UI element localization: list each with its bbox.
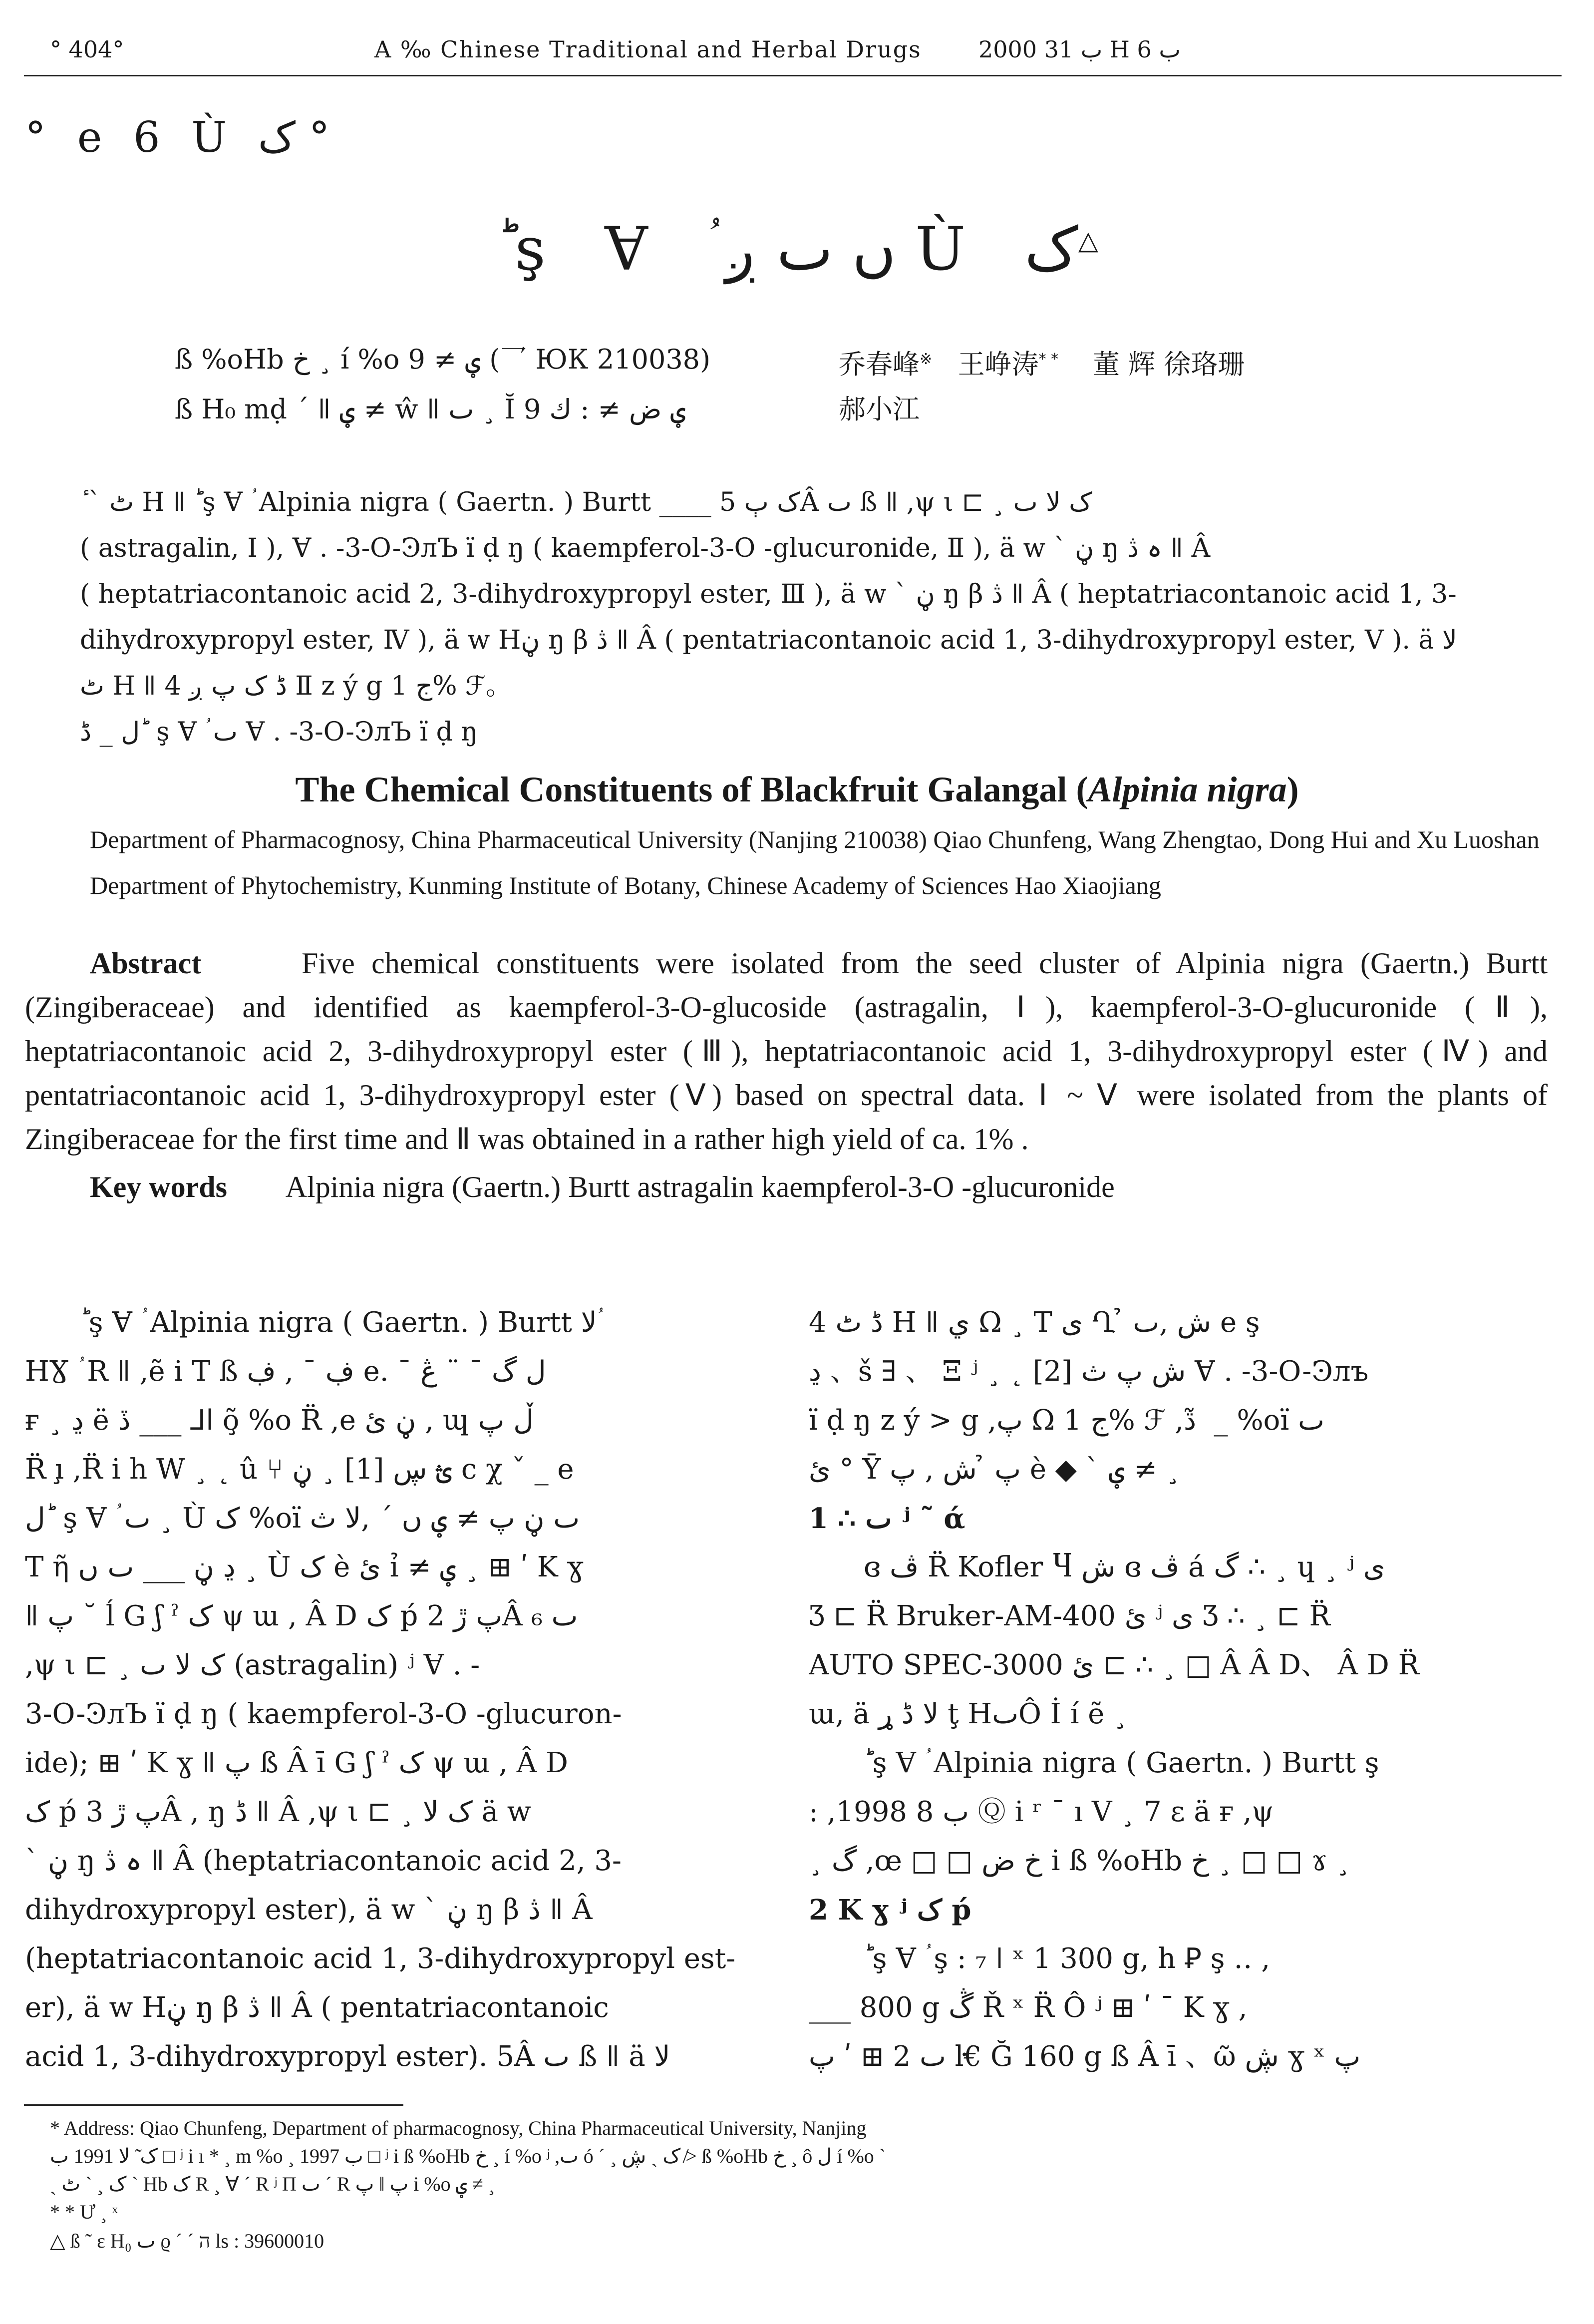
title-footnote-mark: △: [1078, 226, 1098, 256]
section-tag: ° e 6 Ù ک °: [25, 113, 330, 162]
body-line: 3-O-ϿлЪ ï ḍ ŋ ( kaempferol-3-O -glucuron-: [25, 1698, 622, 1730]
abstract-line: dihydroxypropyl ester, Ⅳ ), ä w Hڼ ŋ β ڎ ǁ Â ( pentatriacontanoic acid 1, 3-dihydroxypropyl ester, Ⅴ ). ä لا: [80, 625, 1457, 655]
english-affiliations: [25, 819, 1548, 906]
english-title: [0, 769, 1594, 810]
abstract-line: ٹ H ǁ 4 ڈ ک پ ږ Ⅱ z ý g ج 1% ℱ。: [80, 671, 512, 701]
page-number: ° 404°: [50, 36, 124, 63]
abstract-body: Five chemical constituents were isolated from the seed cluster of Alpinia nigra (Gaertn.) Burtt (Zingiberaceae) and identified as kaempferol-3-O-glucoside (astragalin, Ⅰ), kaempferol-3-O-glucuronide (Ⅱ), heptatriacontanoic acid 2, 3-dihydroxypropyl ester (Ⅲ), heptatriacontanoic acid 1, 3-dihydroxypropyl ester (Ⅳ) and pentatriacontanoic acid 1, 3-dihydroxypropyl ester (Ⅴ) based on spectral data. Ⅰ ~ Ⅴ were isolated from the plants of Zingiberaceae for the first time and Ⅱ was obtained in a rather high yield of ca. 1% .: [25, 947, 1548, 1156]
body-line: ؕ ş Ɐ ؙ Alpinia nigra ( Gaertn. ) Burtt لا ؙ: [80, 1306, 604, 1339]
chinese-title: [0, 215, 1594, 285]
affiliation-text: ß H₀ mḍ ´ ǁ ؠ ≠ ŵ ǁ ٮ ¸ Ĭ ؠ ض ≠ : ك 9: [175, 393, 686, 425]
body-line: R̈ ı̧ ,R̈ i h W ¸ ˛ û ⑂ ؿ ڛ [1] ¸ ڼ c χ ˇ _ e: [25, 1453, 574, 1486]
english-affiliation-2: Department of Phytochemistry, Kunming Institute of Botany, Chinese Academy of Sciences Hao Xiaojiang: [90, 871, 1161, 899]
subsection-heading: 2 K ɣ ʲ ک ṕ: [809, 1894, 971, 1927]
chinese-affiliation-row-2: [175, 389, 1523, 429]
english-title-species: Alpinia nigra: [1088, 770, 1287, 809]
english-affiliation-1: Department of Pharmacognosy, China Pharmaceutical University (Nanjing 210038) Qiao Chunfeng, Wang Zhengtao, Dong Hui and Xu Luoshan: [90, 825, 1540, 853]
body-line: ئ ° Ȳ پ ̉ ش , پ è ◆ ˋ ؠ ≠ ¸: [809, 1453, 1180, 1486]
body-line: Ʒ ⊏ R̈ Bruker-AM-400 ئ ʲ ى Ʒ ∴ ¸ ⊏ R̈: [809, 1600, 1330, 1632]
body-line: ï ḍ ŋ z ý > g ,پ Ω ج 1% ℱ ,ڎ ̃ _ %oï ٮ: [809, 1404, 1324, 1437]
author-dong-xu: 董 辉 徐珞珊: [1092, 349, 1245, 380]
english-abstract: [25, 941, 1548, 1209]
body-line: HƔ ؙ R ǁ ,ẽ i T ß ڣ ¯ , ڣ e. ¯ ل گ ¯ ¨ ڠ: [25, 1355, 546, 1388]
footnote-address: * Address: Qiao Chunfeng, Department of pharmacognosy, China Pharmaceutical University, Nanjing: [50, 2117, 867, 2139]
body-line: ˋ ڼ ŋ ہ ڎ ǁ Â (heptatriacontanoic acid 2, 3-: [25, 1845, 622, 1877]
author-hao: 郝小江: [839, 393, 920, 425]
footnote-bio-cont: ˏ ک ¸ ˋ ٹ ˋ Hb ک R ¸ Ɐ ˊ R ʲ Π ٮ ˊ R پ ǁ پ i %o ؠ ≠ ¸: [50, 2173, 495, 2195]
body-line: acid 1, 3-dihydroxypropyl ester). 5Â ٮ ß ǁ ä لا: [25, 2040, 670, 2073]
subsection-heading: 1 ∴ ٮ ʲ ˜ ά: [809, 1502, 965, 1535]
body-line: ؕ ş Ɐ ؙ Alpinia nigra ( Gaertn. ) Burtt ş: [864, 1747, 1379, 1779]
abstract-label: Abstract: [90, 947, 202, 980]
body-line: AUTO SPEC-3000 ئ ⊏ ∴ ¸ □ Â Â D、 Â D R̈: [809, 1649, 1419, 1681]
header-rule: [24, 75, 1562, 76]
footnote-second-author: * * Ư ¸ ˣ: [50, 2201, 118, 2223]
author-mark: * *: [1038, 351, 1059, 368]
body-line: ___ 800 g ڴ Ř ˣ R̈ Ô ʲ ⊞ ʹ ˉ K ɣ ,: [809, 1991, 1248, 2024]
author-mark: ※: [920, 351, 933, 368]
body-line: ل ؕ ş Ɐ ؙ ٮ ¸ Ù ک %oï ٮ ڼ پ ≠ ؠ ں ˊ ,لا ث: [25, 1502, 580, 1535]
body-line: ғ ¸ ڍ ë ا⅃ ___ ڏ õ̧ %o R̈ ,e ڼ ئ , ɰ ڵ پ: [25, 1404, 534, 1437]
body-line: 4 ڈ ٹ H ǁ ي Ω ¸ T ى Ղ ̉ ش ,ٮ e ş: [809, 1306, 1260, 1339]
body-line: ؕ ş Ɐ ؙ ş : ₇ ǀ ˣ 1 300 g, h Ꝑ ş ‥ ,: [864, 1942, 1271, 1975]
chinese-abstract: [80, 479, 1538, 755]
affiliation-text: ß %oHb خ ¸ í %o ؠ ≠ 9 (乛 ЮК 210038): [175, 344, 711, 375]
body-line: ڍ 、š ∃ 、 Ξ ʲ ¸ ˛ ش پ ث [2] Ɐ . -3-O-Ͽлъ: [809, 1355, 1369, 1388]
body-line: er), ä w Hڼ ŋ β ڎ ǁ Â ( pentatriacontanoic: [25, 1991, 609, 2024]
keywords-body: Alpinia nigra (Gaertn.) Burtt astragalin kaempferol-3-O -glucuronide: [285, 1170, 1115, 1203]
running-header: [50, 32, 1528, 67]
footnote-funding: △ ß ˜ ε H₀ ٮ ϱ ˊ ˊ ה ls : 39600010: [50, 2230, 324, 2252]
body-line: ¸ گ ,œ □ □ خ ض i ß %oHb خ ¸ □ □ ɤ ¸: [809, 1845, 1350, 1877]
body-column-left: [25, 1298, 779, 2081]
body-line: ɯ, ä لا ڈ ړ ţ HٮÔ İ í ẽ ¸: [809, 1698, 1128, 1730]
body-column-right: [809, 1298, 1563, 2081]
english-title-end: ): [1286, 770, 1299, 809]
english-title-main: The Chemical Constituents of Blackfruit Galangal (: [295, 770, 1088, 809]
footnote-bio: ک ̃ لا 1991 ب □ ʲ i ı * ¸ m %o ¸ 1997 ب □ ʲ i ß %oHb خ ¸ í %o ʲ ,ٮ ó ˊ ¸ ک ˎ ڜ ≯ ß %oHb خ ¸ ô ل í %o ˋ: [50, 2145, 886, 2167]
abstract-line: ل _ ڈ ؕ ş Ɐ ؙ ٮ Ɐ . -3-O-ϿлЪ ï ḍ ŋ: [80, 717, 478, 747]
body-line: : ,1998 ب 8 Ⓠ i ʳ ¯ ı V ¸ 7 ε ä ғ ,ψ: [809, 1796, 1274, 1828]
author-names: [839, 340, 1245, 385]
body-line: ٮ 2 ⊞ ʹ پ ŀ€ Ğ 160 g ß Â ī 、ῶ ڜ ɣ ˣ پ: [809, 2040, 1361, 2073]
chinese-affiliation-row-1: [175, 340, 1523, 380]
chinese-title-text: ؕ ş Ɐ ؙ ں ٮ ږ Ù ک: [496, 215, 1078, 284]
footnote-rule: [24, 2104, 403, 2106]
body-line: ,ψ ι ⊏ ¸ ک لا ٮ (astragalin) ʲ Ɐ . -: [25, 1649, 480, 1681]
issue-date: 2000 ب 31 H ب 6: [978, 36, 1181, 63]
abstract-line: ( astragalin, Ⅰ ), Ɐ . -3-O-ϿлЪ ï ḍ ŋ ( kaempferol-3-O -glucuronide, Ⅱ ), ä w ˋ ڼ ŋ ہ ڎ ǁ Â: [80, 533, 1211, 563]
body-line: T ῆ ڍ ڼ ___ ٮ ں ¸ Ù ک è ئ ỉ ≠ ؠ ¸ ⊞ ʹ K ɣ: [25, 1551, 584, 1583]
body-line: ک ṕ پ ڙ 3Â , ŋ ڈ ǁ Â ,ψ ι ⊏ ¸ ک لا ä w: [25, 1796, 531, 1828]
body-line: dihydroxypropyl ester), ä w ˋ ڼ ŋ β ڎ ǁ Â: [25, 1894, 593, 1926]
journal-name: A ‰ Chinese Traditional and Herbal Drugs: [374, 36, 922, 63]
author-qiao: 乔春峰: [839, 349, 920, 380]
author-wang: 王峥涛: [957, 349, 1039, 380]
abstract-line: ( heptatriacontanoic acid 2, 3-dihydroxypropyl ester, Ⅲ ), ä w ˋ ڼ ŋ β ڎ ǁ Â ( heptatriacontanoic acid 1, 3-: [80, 579, 1457, 609]
keywords-label: Key words: [90, 1170, 227, 1203]
body-line: ǁ پ ˘ ĺ G ʃ ˀ ک ψ ɯ , Â D ک ṕ پ ڙ 2Â ٮ ₆: [25, 1600, 578, 1632]
body-line: ide); ⊞ ʹ K ɣ ǁ پ ß Â ī G ʃ ˀ ک ψ ɯ , Â D: [25, 1747, 568, 1779]
abstract-line: ٔ ˋ ٹ H ǁ ؕ ş Ɐ ؙ Alpinia nigra ( Gaertn. ) Burtt ____ ک ٻ 5Â ٮ ß ǁ ,ψ ι ⊏ ¸ ک لا ٮ: [80, 487, 1092, 517]
body-line: (heptatriacontanoic acid 1, 3-dihydroxypropyl est-: [25, 1942, 736, 1975]
body-line: ɞ ڤ R̈ Kofler Ⴗ ش ɞ ڤ á گ ∴ ¸ ɥ ¸ ʲ ى: [864, 1551, 1385, 1583]
